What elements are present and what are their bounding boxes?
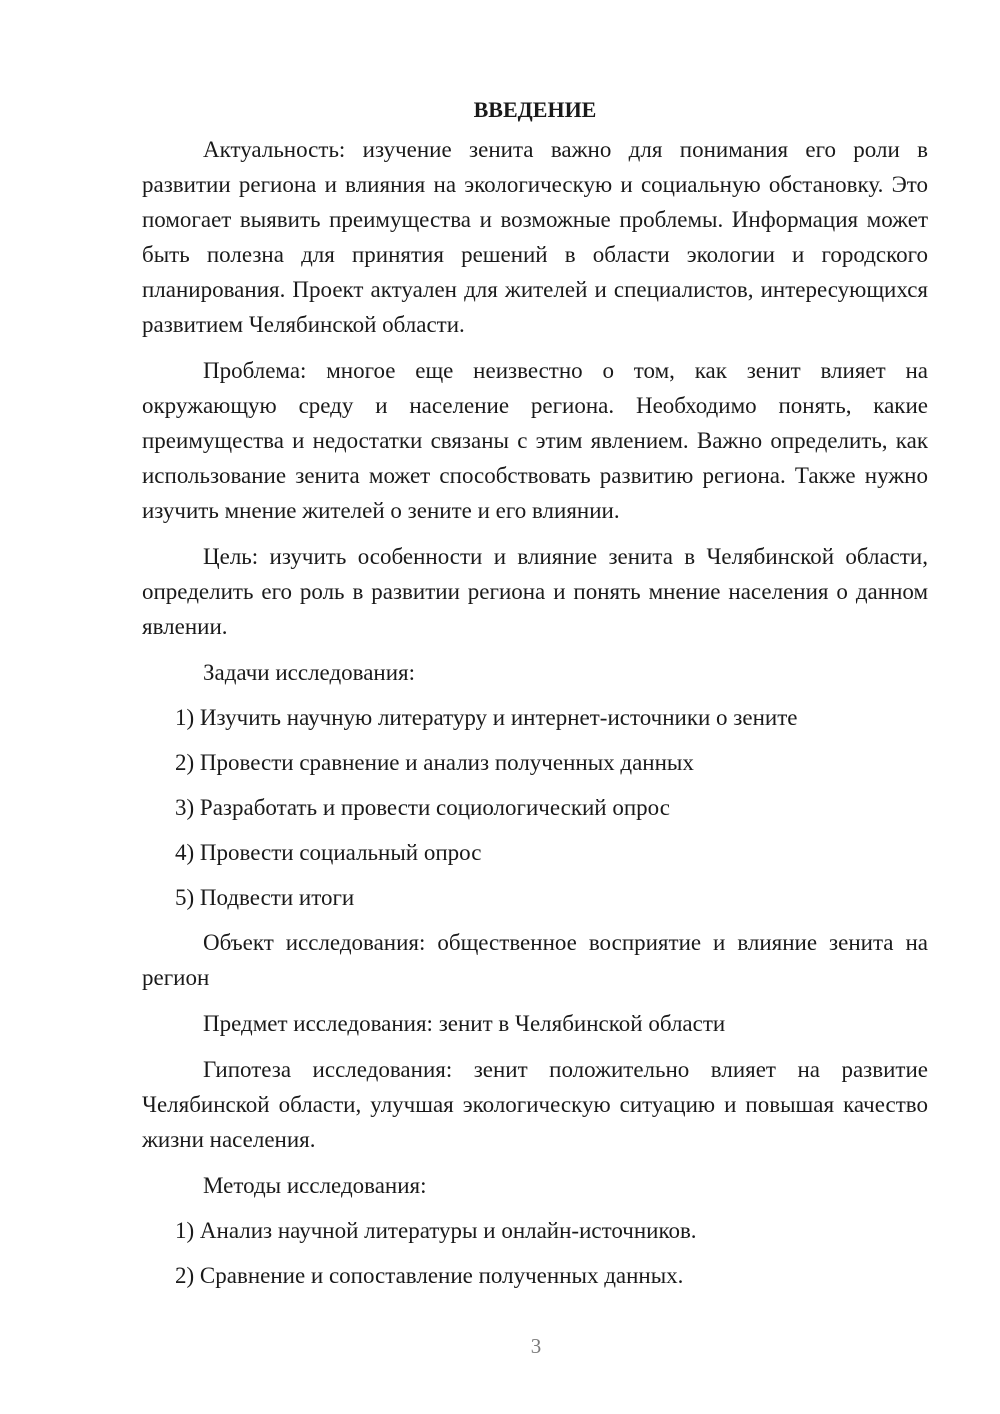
relevance-paragraph: Актуальность: изучение зенита важно для понимания его роли в развитии региона и влияния на экологическую и социальную обстановку. Это помогает выявить преимущества и возможные проблемы. Информация может быть полезна для принятия решений в области экологии и городского планирования. Проект актуален для жителей и специалистов, интересующихся развитием Челябинской области. [142,137,928,337]
hypothesis-paragraph: Гипотеза исследования: зенит положительно влияет на развитие Челябинской области, улучшая экологическую ситуацию и повышая качество жизни населения. [142,1057,928,1152]
method-item: 2) Сравнение и сопоставление полученных данных. [175,1263,684,1288]
methods-label: Методы исследования: [203,1173,427,1198]
goal-paragraph: Цель: изучить особенности и влияние зенита в Челябинской области, определить его роль в развитии региона и понять мнение населения о данном явлении. [142,544,928,639]
task-item: 1) Изучить научную литературу и интернет-источники о зените [175,705,798,730]
tasks-label: Задачи исследования: [203,660,416,685]
task-item: 4) Провести социальный опрос [175,840,482,865]
task-item: 5) Подвести итоги [175,885,355,910]
page-number: 3 [530,1334,542,1358]
task-item: 3) Разработать и провести социологический опрос [175,795,670,820]
method-item: 1) Анализ научной литературы и онлайн-источников. [175,1218,697,1243]
object-paragraph: Объект исследования: общественное восприятие и влияние зенита на регион [142,930,928,990]
task-item: 2) Провести сравнение и анализ полученных данных [175,750,694,775]
subject-paragraph: Предмет исследования: зенит в Челябинской области [203,1011,726,1036]
page-title: ВВЕДЕНИЕ [473,97,597,122]
document-page [142,92,928,1303]
problem-paragraph: Проблема: многое еще неизвестно о том, как зенит влияет на окружающую среду и население региона. Необходимо понять, какие преимущества и недостатки связаны с этим явлением. Важно определить, как использование зенита может способствовать развитию региона. Также нужно изучить мнение жителей о зените и его влиянии. [142,358,928,523]
